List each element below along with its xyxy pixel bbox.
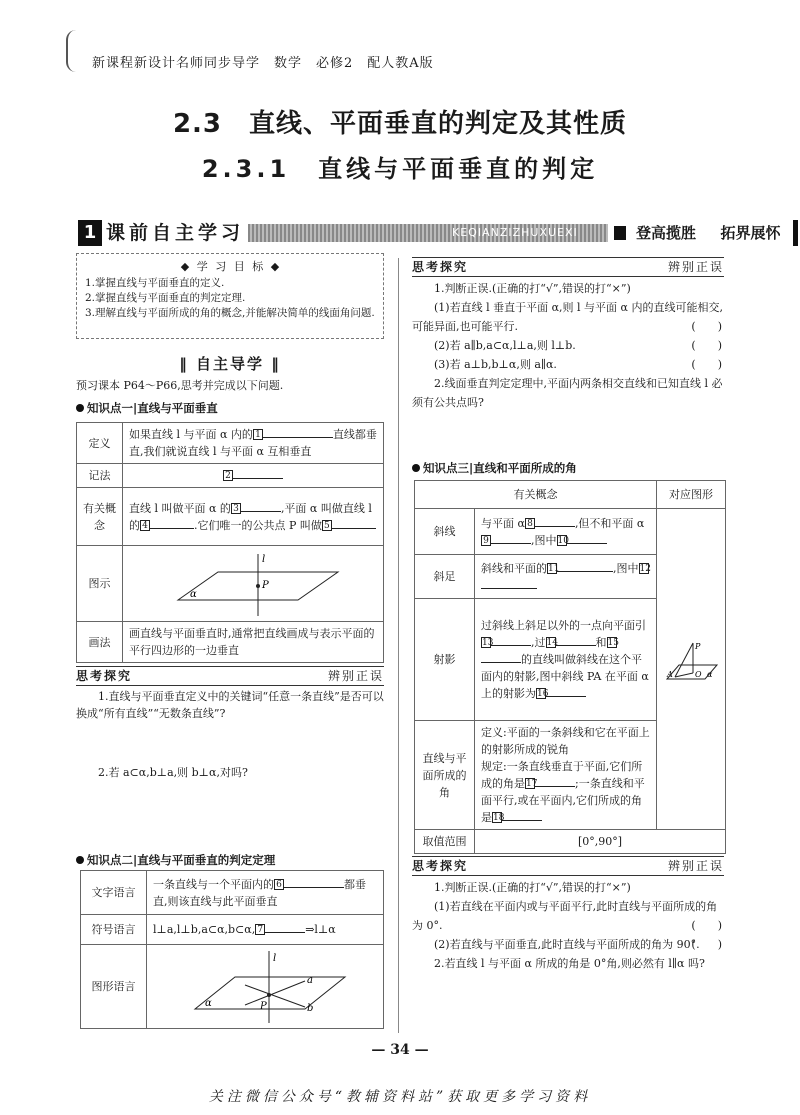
judgement-intro: 1.判断正误.(正确的打“√”,错误的打“×”): [434, 282, 631, 295]
page-number: — 34 —: [371, 1042, 429, 1058]
learning-goals-list: [85, 276, 381, 321]
row-label: 画法: [77, 622, 123, 663]
judgement-intro: 1.判断正误.(正确的打“√”,错误的打“×”): [434, 881, 631, 894]
judgement-item: (1)若直线 l 垂直于平面 α,则 l 与平面 α 内的直线可能相交,可能异面,也可能平行. ( ): [412, 298, 724, 336]
bullet-icon: [76, 404, 84, 412]
row-label: 取值范围: [415, 830, 475, 854]
fig-label-p: P: [260, 1000, 267, 1012]
learning-goals-heading: ◆ 学 习 目 标 ◆: [180, 260, 282, 273]
knowledge-point-1-heading: 知识点一|直线与平面垂直: [76, 400, 218, 416]
row-label: 射影: [415, 599, 475, 721]
kp-title: 直线与平面垂直: [137, 401, 218, 415]
row-content: 与平面 α 8 ,但不和平面 α9 ,图中10: [475, 509, 657, 555]
bullet-icon: [412, 464, 420, 472]
row-content: 如果直线 l 与平面 α 内的 1 直线都垂直,我们就说直线 l 与平面 α 互相垂直: [123, 423, 384, 464]
row-content: 过斜线上斜足以外的一点向平面引13 ,过14 和15的直线叫做斜线在这个平面内的射影,图中斜线 PA 在平面 α 上的射影为16: [475, 599, 657, 721]
kp-label: 知识点二: [87, 853, 133, 867]
judgement-block-1: [412, 279, 724, 412]
row-content: [123, 546, 384, 622]
figure-cell: [657, 509, 726, 830]
blank-number: 2: [223, 470, 233, 481]
kp-title: 直线与平面垂直的判定定理: [137, 853, 276, 867]
row-content: [147, 945, 384, 1029]
fill-blank[interactable]: [241, 500, 281, 512]
fill-blank[interactable]: [567, 532, 607, 544]
judgement-block-2: [412, 878, 724, 973]
section-banner: [78, 220, 781, 246]
answer-paren[interactable]: ( ): [691, 339, 722, 352]
judgement-item: (2)若直线与平面垂直,此时直线与平面所成的角为 90°. ( ): [412, 935, 724, 954]
table-row: [81, 945, 384, 1029]
sk-right: 辨别正误: [667, 260, 724, 274]
fill-blank[interactable]: [535, 775, 575, 787]
perpendicular-line-figure: [138, 550, 368, 618]
bullet-icon: [76, 856, 84, 864]
learning-goals-box: [76, 253, 384, 339]
row-content: [0°,90°]: [475, 830, 726, 854]
sk-right: 辨别正误: [667, 859, 724, 873]
table-row: [77, 622, 384, 663]
fig-label-a: A: [667, 670, 673, 679]
fill-blank[interactable]: [233, 467, 283, 479]
banner-number: 1: [78, 220, 102, 246]
running-head: 新课程新设计名师同步导学 数学 必修2 配人教A版: [92, 56, 434, 71]
question-2: 2.若直线 l 与平面 α 所成的角是 0°角,则必然有 l∥α 吗?: [434, 957, 705, 970]
column-header: 对应图形: [657, 481, 726, 509]
blank-number: 7: [255, 924, 265, 935]
table-row: [81, 915, 384, 945]
row-content: 一条直线与一个平面内的 6 都垂直,则该直线与此平面垂直: [147, 871, 384, 915]
kp1-table: [76, 422, 384, 663]
row-label: 文字语言: [81, 871, 147, 915]
footer-watermark: 关注微信公众号“教辅资料站”获取更多学习资料: [208, 1089, 592, 1105]
question-2: 2.线面垂直判定定理中,平面内两条相交直线和已知直线 l 必须有公共点吗?: [412, 377, 723, 409]
answer-paren[interactable]: ( ): [691, 919, 722, 932]
banner-slogan-1: 登高揽胜: [636, 224, 697, 242]
sk-label: 思考探究: [412, 859, 469, 873]
row-label: 符号语言: [81, 915, 147, 945]
row-label: 图形语言: [81, 945, 147, 1029]
fig-label-a: a: [307, 974, 313, 986]
table-row: [77, 546, 384, 622]
fig-label-alpha: α: [707, 670, 713, 679]
blank-number: 4: [140, 520, 150, 531]
blank-number: 10: [557, 535, 569, 546]
table-header-row: [415, 481, 726, 509]
self-study-intro: 预习课本 P64～P66,思考并完成以下问题.: [76, 379, 284, 392]
fig-label-p: P: [262, 579, 269, 591]
column-header: 有关概念: [415, 481, 657, 509]
banner-title: 课前自主学习: [106, 222, 245, 244]
fill-blank[interactable]: [150, 517, 194, 529]
fig-label-p: P: [695, 642, 701, 651]
thinking-exploration-bar: [412, 257, 724, 277]
table-row: [81, 871, 384, 915]
row-label: 有关概念: [77, 488, 123, 546]
blank-number: 16: [537, 689, 549, 699]
blank-number: 5: [322, 520, 332, 531]
row-content: [123, 464, 384, 488]
thinking-exploration-bar: [412, 856, 724, 876]
blank-number: 13: [482, 638, 494, 648]
fill-blank[interactable]: [263, 426, 333, 438]
blank-number: 18: [493, 813, 505, 823]
fill-blank[interactable]: [332, 517, 376, 529]
question-1: 1.直线与平面垂直定义中的关键词“任意一条直线”是否可以换成“所有直线”“无数条直线”?: [76, 690, 384, 720]
table-row: [77, 488, 384, 546]
blank-number: 9: [481, 535, 491, 546]
fig-label-l: l: [262, 553, 266, 565]
kp-title: 直线和平面所成的角: [473, 461, 577, 475]
table-row: [77, 423, 384, 464]
subsection-title: 2.3.1 直线与平面垂直的判定: [201, 155, 599, 183]
blank-number: 17: [526, 779, 538, 789]
fill-blank[interactable]: [481, 577, 537, 589]
fill-blank[interactable]: [546, 685, 586, 697]
row-label: 定义: [77, 423, 123, 464]
row-content: l⊥a,l⊥b,a⊂α,b⊂α, 7 ⇒l⊥α: [147, 915, 384, 945]
row-content: 斜线和平面的11 ,图中12: [475, 555, 657, 599]
section-title: 2.3 直线、平面垂直的判定及其性质: [172, 109, 628, 139]
fig-label-l: l: [273, 952, 277, 964]
row-label: 斜足: [415, 555, 475, 599]
running-head-brace: [66, 30, 80, 72]
fill-blank[interactable]: [265, 921, 305, 933]
table-row: [415, 830, 726, 854]
row-content: 直线 l 叫做平面 α 的 3 ,平面 α 叫做直线 l 的 4 .它们唯一的公共点 P 叫做 5: [123, 488, 384, 546]
fill-blank[interactable]: [535, 515, 575, 527]
fill-blank[interactable]: [491, 532, 531, 544]
goal-item: 1.掌握直线与平面垂直的定义.: [85, 277, 225, 289]
fill-blank[interactable]: [502, 809, 542, 821]
goal-item: 2.掌握直线与平面垂直的判定定理.: [85, 292, 246, 304]
knowledge-point-2-heading: 知识点二|直线与平面垂直的判定定理: [76, 852, 275, 868]
knowledge-point-3-heading: 知识点三|直线和平面所成的角: [412, 460, 577, 476]
blank-number: 15: [607, 638, 619, 648]
blank-number: 11: [548, 563, 560, 574]
table-row: [77, 464, 384, 488]
judgement-item: (3)若 a⊥b,b⊥α,则 a∥α. ( ): [412, 355, 724, 374]
answer-paren[interactable]: ( ): [691, 320, 722, 333]
row-label: 直线与平面所成的角: [415, 721, 475, 830]
fill-blank[interactable]: [481, 651, 521, 663]
kp2-table: [80, 870, 384, 1029]
kp3-table: [414, 480, 726, 854]
perpendicular-theorem-figure: [165, 949, 365, 1025]
row-content: 画直线与平面垂直时,通常把直线画成与表示平面的平行四边形的一边垂直: [123, 622, 384, 663]
self-study-heading: ‖ 自主导学 ‖: [179, 355, 281, 373]
fig-label-o: O: [695, 670, 702, 679]
blank-number: 8: [525, 518, 535, 529]
goal-item: 3.理解直线与平面所成的角的概念,并能解决简单的线面角问题.: [85, 307, 375, 319]
sk-right: 辨别正误: [327, 669, 384, 683]
fill-blank[interactable]: [491, 634, 531, 646]
row-content: 定义:平面的一条斜线和它在平面上的射影所成的锐角 规定:一条直线垂直于平面,它们所成的角是17 ;一条直线和平面平行,或在平面内,它们所成的角是18: [475, 721, 657, 830]
fig-label-b: b: [307, 1002, 314, 1014]
kp-label: 知识点三: [423, 461, 469, 475]
row-label: 记法: [77, 464, 123, 488]
blank-number: 12: [639, 563, 651, 574]
fill-blank[interactable]: [556, 634, 596, 646]
judgement-item: (2)若 a∥b,a⊂α,l⊥a,则 l⊥b. ( ): [412, 336, 724, 355]
blank-number: 14: [546, 638, 558, 648]
banner-pinyin: KEQIANZIZHUXUEXI: [452, 226, 578, 239]
sk-label: 思考探究: [76, 669, 133, 683]
blank-number: 6: [274, 879, 284, 890]
thinking-exploration-bar: [76, 666, 384, 686]
row-label: 图示: [77, 546, 123, 622]
row-label: 斜线: [415, 509, 475, 555]
answer-paren[interactable]: ( ): [691, 938, 722, 951]
answer-paren[interactable]: ( ): [691, 358, 722, 371]
blank-number: 1: [253, 429, 263, 440]
oblique-line-figure: [663, 639, 719, 699]
banner-square-icon: [614, 226, 626, 240]
sk-label: 思考探究: [412, 260, 469, 274]
kp-label: 知识点一: [87, 401, 133, 415]
fig-label-alpha: α: [190, 588, 197, 600]
fill-blank[interactable]: [284, 876, 344, 888]
column-divider: [398, 258, 399, 1033]
banner-slogan-2: 拓界展怀: [708, 220, 798, 246]
fig-label-alpha: α: [205, 997, 212, 1009]
judgement-item: (1)若直线在平面内或与平面平行,此时直线与平面所成的角为 0°. ( ): [412, 897, 724, 935]
table-row: [415, 509, 726, 555]
question-2: 2.若 a⊂α,b⊥a,则 b⊥α,对吗?: [98, 766, 248, 779]
blank-number: 3: [231, 503, 241, 514]
fill-blank[interactable]: [557, 560, 613, 572]
